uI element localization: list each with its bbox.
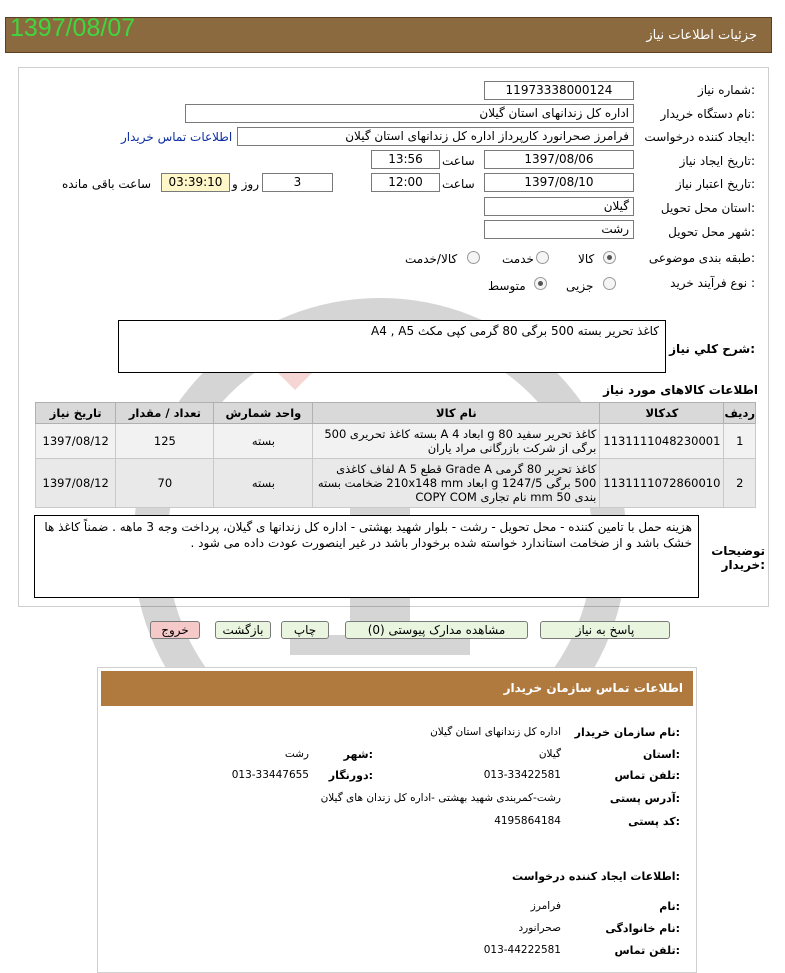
created-time-label: ساعت (442, 154, 475, 168)
process-radio-minor[interactable] (603, 277, 616, 290)
col-header-unit: واحد شمارش (214, 403, 313, 424)
cell-name: کاغذ تحریر 80 گرمی Grade A قطع A 5 لفاف کاغذی 500 برگی g 1247/5 ابعاد 210x148 mm ضخامت بسته بندی 50 mm نام تجاری COPY COM (313, 459, 600, 508)
created-date-field: 1397/08/06 (484, 150, 634, 169)
process-option-medium: متوسط (488, 279, 526, 293)
category-option-goods: کالا (578, 252, 595, 266)
contact-address-value: رشت-کمربندی شهید بهشتی -اداره کل زندان های گیلان (320, 792, 561, 804)
days-remaining-field: 3 (262, 173, 333, 192)
contact-province-label: استان: (642, 748, 680, 761)
contact-card-header (101, 671, 693, 706)
cell-unit: بسته (214, 424, 313, 459)
valid-date-field: 1397/08/10 (484, 173, 634, 192)
creator-first-name-label: نام: (659, 900, 680, 913)
exit-button[interactable]: خروج (150, 621, 200, 639)
cell-date: 1397/08/12 (36, 424, 116, 459)
buyer-contact-link[interactable]: اطلاعات تماس خریدار (121, 130, 233, 144)
creator-phone-label: تلفن تماس: (614, 944, 680, 957)
city-field: رشت (484, 220, 634, 239)
category-option-both: کالا/خدمت (405, 252, 458, 266)
creator-last-name-label: نام خانوادگی: (605, 922, 680, 935)
process-label: نوع فرآیند خرید : (670, 276, 755, 290)
category-label: طبقه بندی موضوعی: (648, 251, 755, 265)
cell-row-no: 2 (724, 459, 756, 508)
creator-last-name-value: صحرانورد (518, 922, 561, 934)
date-stamp: 1397/08/07 (10, 14, 136, 42)
col-header-date: تاریخ نیاز (36, 403, 116, 424)
page-title: جزئیات اطلاعات نیاز (646, 28, 757, 43)
contact-fax-label: دورنگار: (328, 769, 373, 782)
table-row (36, 459, 756, 508)
created-time-field: 13:56 (371, 150, 440, 169)
cell-unit: بسته (214, 459, 313, 508)
col-header-row: ردیف (724, 403, 756, 424)
buyer-notes-box: هزینه حمل با تامین کننده - محل تحویل - رشت - بلوار شهید بهشتی - اداره کل زندانها ی گیلان، پرداخت وجه 3 ماهه . ضمناً کاغذ ها خشک باشد و از ضخامت استاندارد خواسته شده برخودار باشد در غیر اینصورت عودت داده می شود . (34, 515, 699, 598)
contact-postal-value: 4195864184 (494, 815, 561, 827)
creator-label: ایجاد کننده درخواست: (644, 130, 755, 144)
remaining-label: ساعت باقی مانده (62, 177, 152, 191)
remaining-time-field: 03:39:10 (161, 173, 230, 192)
contact-org-label: نام سازمان خریدار: (574, 726, 680, 739)
creator-info-title: اطلاعات ایجاد کننده درخواست: (512, 870, 680, 883)
contact-address-label: آدرس پستی: (609, 792, 680, 805)
category-radio-both[interactable] (467, 251, 480, 264)
summary-label: شرح کلي نياز: (669, 342, 755, 356)
valid-date-label: تاریخ اعتبار نیاز: (675, 177, 755, 191)
category-option-service: خدمت (502, 252, 534, 266)
creator-phone-value: 013-44222581 (483, 944, 561, 956)
cell-code: 1131111048230001 (600, 424, 724, 459)
contact-phone-label: تلفن تماس: (614, 769, 680, 782)
buyer-contact-card (97, 667, 697, 973)
category-radio-service[interactable] (536, 251, 549, 264)
province-field: گیلان (484, 197, 634, 216)
cell-name: کاغذ تحریر سفید 80 g ابعاد A 4 بسته کاغذ تحریری 500 برگی از شرکت بازرگانی مراد یاران (313, 424, 600, 459)
col-header-name: نام کالا (313, 403, 600, 424)
days-label: روز و (232, 177, 259, 191)
cell-date: 1397/08/12 (36, 459, 116, 508)
contact-card-title: اطلاعات تماس سازمان خریدار (503, 681, 683, 695)
contact-postal-label: کد پستی: (628, 815, 680, 828)
contact-city-label: شهر: (343, 748, 373, 761)
summary-box: کاغذ تحریر بسته 500 برگی 80 گرمی کپی مکث A4 , A5 (118, 320, 666, 373)
attachments-button[interactable]: مشاهده مدارک پیوستی (0) (345, 621, 528, 639)
back-button[interactable]: بازگشت (215, 621, 271, 639)
city-label: شهر محل تحویل: (668, 225, 755, 239)
contact-phone-value: 013-33422581 (483, 769, 561, 781)
cell-qty: 125 (116, 424, 214, 459)
contact-province-value: گیلان (538, 748, 561, 760)
buyer-org-label: نام دستگاه خریدار: (660, 107, 755, 121)
buyer-org-field: اداره کل زندانهای استان گیلان (185, 104, 634, 123)
need-number-field: 11973338000124 (484, 81, 634, 100)
creator-field: فرامرز صحرانورد کارپرداز اداره کل زندانهای استان گیلان (237, 127, 634, 146)
buyer-notes-label: توضیحات خریدار: (711, 544, 765, 572)
creator-first-name-value: فرامرز (530, 900, 561, 912)
cell-row-no: 1 (724, 424, 756, 459)
table-row (36, 424, 756, 459)
reply-button[interactable]: پاسخ به نیاز (540, 621, 670, 639)
valid-time-field: 12:00 (371, 173, 440, 192)
created-date-label: تاریخ ایجاد نیاز: (679, 154, 755, 168)
contact-org-value: اداره کل زندانهای استان گیلان (430, 726, 561, 738)
col-header-code: کدکالا (600, 403, 724, 424)
col-header-qty: تعداد / مقدار (116, 403, 214, 424)
contact-city-value: رشت (284, 748, 309, 760)
print-button[interactable]: چاپ (281, 621, 329, 639)
cell-qty: 70 (116, 459, 214, 508)
valid-time-label: ساعت (442, 177, 475, 191)
process-radio-medium[interactable] (534, 277, 547, 290)
need-number-label: شماره نیاز: (697, 83, 755, 97)
cell-code: 1131111072860010 (600, 459, 724, 508)
province-label: استان محل تحویل: (660, 201, 755, 215)
items-table (35, 402, 756, 508)
items-section-title: اطلاعات کالاهای مورد نیاز (603, 383, 758, 397)
process-option-minor: جزیی (566, 279, 594, 293)
contact-fax-value: 013-33447655 (231, 769, 309, 781)
category-radio-goods[interactable] (603, 251, 616, 264)
